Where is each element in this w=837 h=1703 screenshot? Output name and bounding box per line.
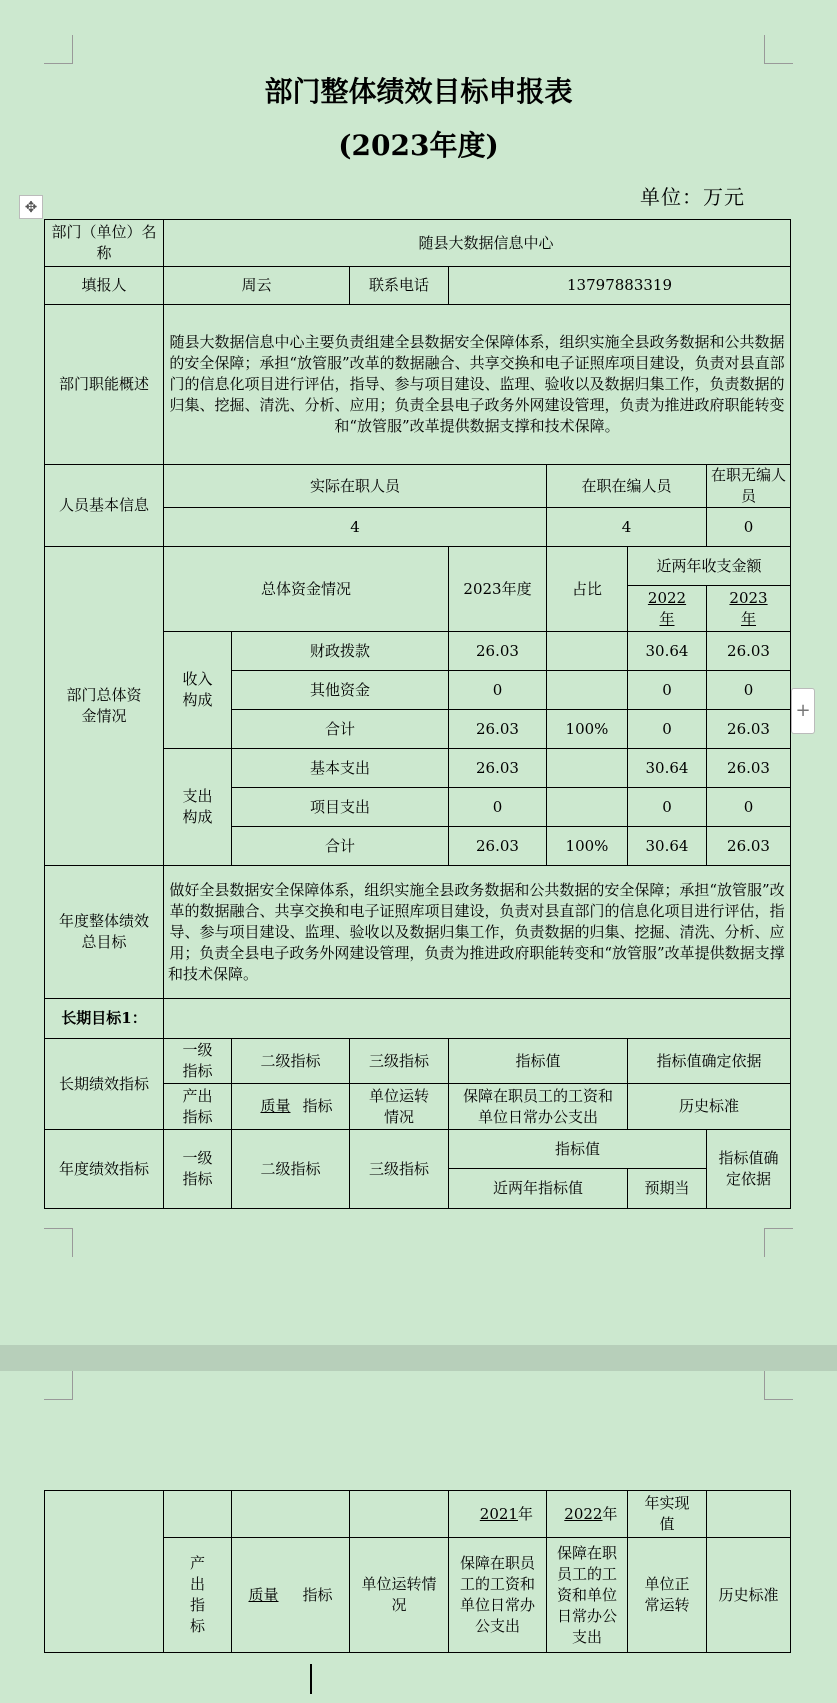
functions-text[interactable]: 随县大数据信息中心主要负责组建全县数据安全保障体系，组织实施全县政务数据和公共数据的安全保障；承担“放管服”改革的数据融合、共享交换和电子证照库项目建设，负责对县直部门的信息化项目进行评估，指导、参与项目建设、监理、验收以及数据归集工作，负责数据的归集、挖掘、清洗、分析、应用；负责全县电子政务外网建设管理，负责为推进政府职能转变和“放管服”改革提供数据支撑和技术保障。 [164, 305, 791, 465]
income-row-amount[interactable]: 26.03 [449, 632, 547, 671]
table-move-handle-icon[interactable]: ✥ [19, 195, 43, 219]
ai-header-level2: 二级指标 [232, 1130, 350, 1209]
dept-value[interactable]: 随县大数据信息中心 [164, 220, 791, 267]
funds-label: 部门总体资金情况 [45, 547, 164, 866]
income-row-name: 其他资金 [232, 671, 449, 710]
cont-header-actual: 年实现值 [628, 1491, 707, 1538]
income-row-2022[interactable]: 30.64 [628, 632, 707, 671]
page-corner-mark [764, 1228, 793, 1257]
expense-row-amount[interactable]: 0 [449, 788, 547, 827]
page-corner-mark [44, 35, 73, 64]
cont-row-2021[interactable]: 保障在职员工的工资和单位日常办公支出 [449, 1538, 547, 1653]
phone-value[interactable]: 13797883319 [449, 267, 791, 305]
cont-row-level2[interactable]: 质量 指标 [232, 1538, 350, 1653]
text-cursor [310, 1664, 312, 1694]
expense-row-name: 合计 [232, 827, 449, 866]
lt-header-basis: 指标值确定依据 [628, 1039, 791, 1084]
add-column-icon[interactable]: + [791, 688, 815, 734]
long-term-heading-blank[interactable] [164, 999, 791, 1039]
document-page-2 [0, 1371, 837, 1703]
income-row-2022[interactable]: 0 [628, 710, 707, 749]
page-gap [0, 1345, 837, 1371]
funds-overall-label: 总体资金情况 [164, 547, 449, 632]
income-row-2023[interactable]: 0 [707, 671, 791, 710]
cont-blank[interactable] [164, 1491, 232, 1538]
expense-row-name: 基本支出 [232, 749, 449, 788]
annual-goal-label: 年度整体绩效总目标 [45, 866, 164, 999]
document-title: 部门整体绩效目标申报表 [264, 75, 573, 108]
expense-row-ratio[interactable]: 100% [547, 827, 628, 866]
ai-header-level3: 三级指标 [350, 1130, 449, 1209]
staff-label: 人员基本信息 [45, 465, 164, 547]
performance-table [44, 219, 791, 1209]
annual-indicators-label: 年度绩效指标 [45, 1130, 164, 1209]
ai-header-level1: 一级指标 [164, 1130, 232, 1209]
income-row-ratio[interactable]: 100% [547, 710, 628, 749]
lt-row-level1[interactable]: 产出指标 [164, 1084, 232, 1130]
income-row-amount[interactable]: 0 [449, 671, 547, 710]
expense-row-2022[interactable]: 30.64 [628, 749, 707, 788]
staff-value-nonbudgeted[interactable]: 0 [707, 508, 791, 547]
reporter-label: 填报人 [45, 267, 164, 305]
cont-blank[interactable] [707, 1491, 791, 1538]
page-corner-mark [44, 1228, 73, 1257]
expense-row-amount[interactable]: 26.03 [449, 749, 547, 788]
lt-header-level2: 二级指标 [232, 1039, 350, 1084]
cont-row-basis[interactable]: 历史标准 [707, 1538, 791, 1653]
income-row-2023[interactable]: 26.03 [707, 710, 791, 749]
page-corner-mark [44, 1371, 73, 1400]
expense-label: 支出构成 [164, 749, 232, 866]
income-row-2022[interactable]: 0 [628, 671, 707, 710]
lt-header-value: 指标值 [449, 1039, 628, 1084]
cont-row-level1[interactable]: 产出指标 [164, 1538, 232, 1653]
cont-row-actual[interactable]: 单位正常运转 [628, 1538, 707, 1653]
income-row-amount[interactable]: 26.03 [449, 710, 547, 749]
ai-header-expected: 预期当 [628, 1169, 707, 1209]
performance-table-continued [44, 1490, 791, 1653]
staff-value-budgeted[interactable]: 4 [547, 508, 707, 547]
ai-header-value: 指标值 [449, 1130, 707, 1169]
expense-row-ratio[interactable] [547, 788, 628, 827]
expense-row-ratio[interactable] [547, 749, 628, 788]
expense-row-2023[interactable]: 26.03 [707, 827, 791, 866]
unit-label: 单位：万元 [640, 185, 745, 209]
cont-blank[interactable] [350, 1491, 449, 1538]
staff-header-actual: 实际在职人员 [164, 465, 547, 508]
long-term-label: 长期绩效指标 [45, 1039, 164, 1130]
cont-row-level3[interactable]: 单位运转情况 [350, 1538, 449, 1653]
funds-year-2023: 2023年 [707, 586, 791, 632]
staff-header-nonbudgeted: 在职无编人员 [707, 465, 791, 508]
income-row-ratio[interactable] [547, 632, 628, 671]
dept-label: 部门（单位）名称 [45, 220, 164, 267]
lt-row-value[interactable]: 保障在职员工的工资和单位日常办公支出 [449, 1084, 628, 1130]
reporter-value[interactable]: 周云 [164, 267, 350, 305]
page-corner-mark [764, 1371, 793, 1400]
phone-label: 联系电话 [350, 267, 449, 305]
income-row-2023[interactable]: 26.03 [707, 632, 791, 671]
annual-goal-text[interactable]: 做好全县数据安全保障体系，组织实施全县政务数据和公共数据的安全保障；承担“放管服”改革的数据融合、共享交换和电子证照库项目建设，负责对县直部门的信息化项目进行评估，指导、参与项目建设、监理、验收以及数据归集工作，负责数据的归集、挖掘、清洗、分析、应用；负责全县电子政务外网建设管理，负责为推进政府职能转变和“放管服”改革提供数据支撑和技术保障。 [164, 866, 791, 999]
cont-blank-label[interactable] [45, 1491, 164, 1653]
staff-value-actual[interactable]: 4 [164, 508, 547, 547]
expense-row-2023[interactable]: 0 [707, 788, 791, 827]
lt-row-basis[interactable]: 历史标准 [628, 1084, 791, 1130]
functions-label: 部门职能概述 [45, 305, 164, 465]
lt-header-level1: 一级指标 [164, 1039, 232, 1084]
ai-header-recent: 近两年指标值 [449, 1169, 628, 1209]
cont-blank[interactable] [232, 1491, 350, 1538]
expense-row-2022[interactable]: 30.64 [628, 827, 707, 866]
cont-header-2022: 2022年 [547, 1491, 628, 1538]
expense-row-2022[interactable]: 0 [628, 788, 707, 827]
lt-row-level3[interactable]: 单位运转情况 [350, 1084, 449, 1130]
document-year: (2023年度) [338, 129, 499, 162]
expense-row-amount[interactable]: 26.03 [449, 827, 547, 866]
lt-row-level2[interactable]: 质量 指标 [232, 1084, 350, 1130]
cont-header-2021: 2021年 [449, 1491, 547, 1538]
income-row-name: 财政拨款 [232, 632, 449, 671]
long-term-heading: 长期目标1： [45, 999, 164, 1039]
lt-header-level3: 三级指标 [350, 1039, 449, 1084]
income-row-name: 合计 [232, 710, 449, 749]
funds-year-label: 2023年度 [449, 547, 547, 632]
cont-row-2022[interactable]: 保障在职员工的工资和单位日常办公支出 [547, 1538, 628, 1653]
expense-row-name: 项目支出 [232, 788, 449, 827]
funds-recent-label: 近两年收支金额 [628, 547, 791, 586]
funds-year-2022: 2022年 [628, 586, 707, 632]
expense-row-2023[interactable]: 26.03 [707, 749, 791, 788]
ai-header-basis: 指标值确定依据 [707, 1130, 791, 1209]
staff-header-budgeted: 在职在编人员 [547, 465, 707, 508]
income-label: 收入构成 [164, 632, 232, 749]
funds-ratio-label: 占比 [547, 547, 628, 632]
page-corner-mark [764, 35, 793, 64]
income-row-ratio[interactable] [547, 671, 628, 710]
